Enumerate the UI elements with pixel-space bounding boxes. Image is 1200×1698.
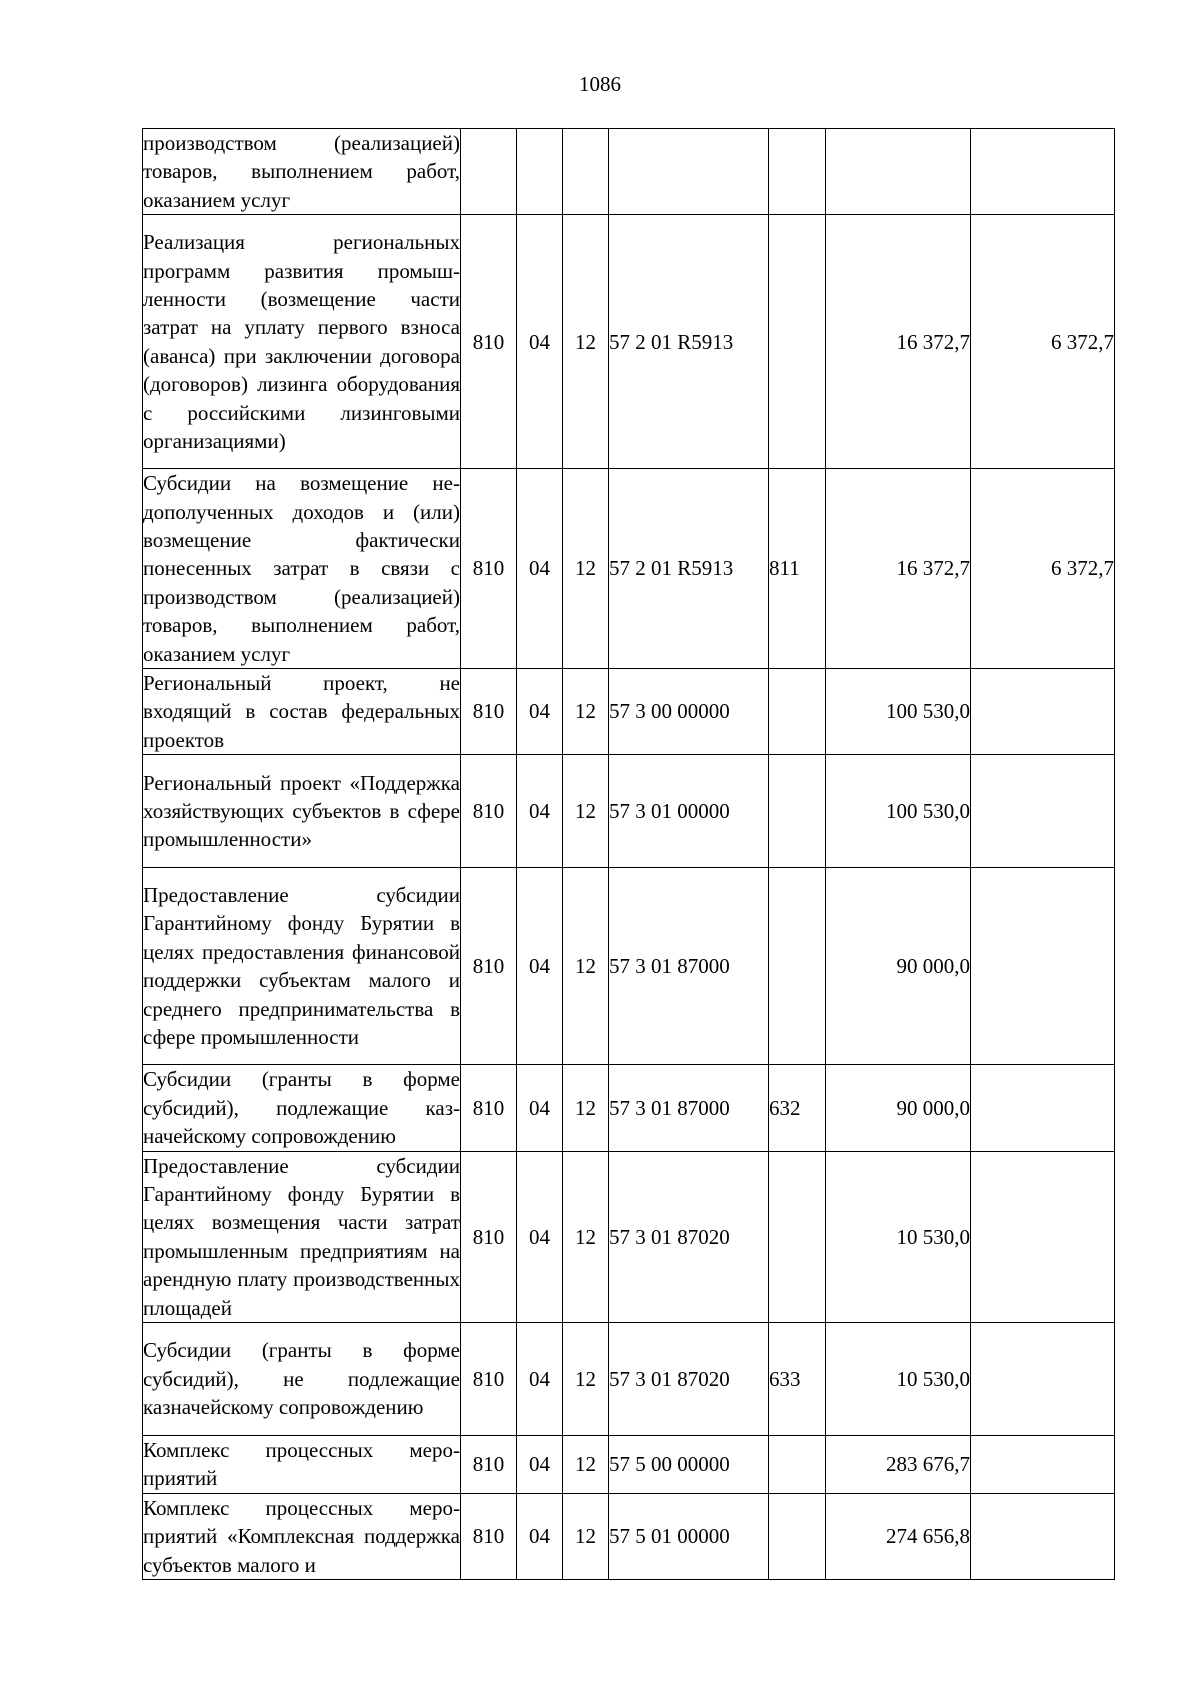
expense-type-code [769,215,826,469]
subsection-code: 12 [563,215,609,469]
ministry-code: 810 [461,215,517,469]
amount-2 [971,1493,1115,1579]
section-code: 04 [517,1322,563,1435]
subsection-code: 12 [563,1493,609,1579]
amount-1: 100 530,0 [826,669,971,755]
amount-1: 90 000,0 [826,1065,971,1151]
subsection-code: 12 [563,1435,609,1493]
ministry-code: 810 [461,1322,517,1435]
expense-type-code [769,755,826,868]
ministry-code: 810 [461,1065,517,1151]
row-name: Предоставление субсидии Гарантийному фонду Бурятии в целях предоставления финансовой поддержки субъектам малого и среднего предпринимательства в сфере промышленности [143,868,461,1065]
subsection-code: 12 [563,469,609,669]
subsection-code: 12 [563,1151,609,1322]
budget-table [142,128,1115,1580]
amount-1: 274 656,8 [826,1493,971,1579]
row-name: Субсидии на возмещение недополученных доходов и (или) возмещение фактически понесенных затрат в связи с производством (реализацией) товаров, выполнением работ, оказанием услуг [143,469,461,669]
amount-1: 16 372,7 [826,469,971,669]
table-row [143,1435,1115,1493]
table-row [143,669,1115,755]
subsection-code [563,129,609,215]
expense-type-code [769,868,826,1065]
amount-2 [971,868,1115,1065]
section-code: 04 [517,215,563,469]
section-code [517,129,563,215]
section-code: 04 [517,1493,563,1579]
section-code: 04 [517,669,563,755]
ministry-code: 810 [461,1435,517,1493]
section-code: 04 [517,1151,563,1322]
page-number: 1086 [579,72,621,96]
subsection-code: 12 [563,1065,609,1151]
target-code: 57 2 01 R5913 [609,215,769,469]
target-code: 57 3 01 87000 [609,1065,769,1151]
target-code: 57 3 01 87000 [609,868,769,1065]
table-row [143,1322,1115,1435]
ministry-code: 810 [461,469,517,669]
amount-1: 283 676,7 [826,1435,971,1493]
ministry-code: 810 [461,755,517,868]
ministry-code [461,129,517,215]
target-code [609,129,769,215]
row-name: производством (реализацией) товаров, выполнением работ, оказанием услуг [143,129,461,215]
ministry-code: 810 [461,868,517,1065]
subsection-code: 12 [563,755,609,868]
amount-2 [971,129,1115,215]
amount-1 [826,129,971,215]
target-code: 57 2 01 R5913 [609,469,769,669]
amount-1: 90 000,0 [826,868,971,1065]
subsection-code: 12 [563,669,609,755]
row-name: Субсидии (гранты в форме субсидий), не подлежащие казначейскому сопровождению [143,1322,461,1435]
expense-type-code [769,1435,826,1493]
table-row [143,1151,1115,1322]
row-name: Предоставление субсидии Гарантийному фонду Бурятии в целях возмещения части затрат промышленным предприятиям на арендную плату производственных площадей [143,1151,461,1322]
target-code: 57 3 01 87020 [609,1322,769,1435]
subsection-code: 12 [563,868,609,1065]
section-code: 04 [517,868,563,1065]
target-code: 57 3 01 87020 [609,1151,769,1322]
amount-2 [971,1065,1115,1151]
amount-1: 10 530,0 [826,1322,971,1435]
expense-type-code: 632 [769,1065,826,1151]
ministry-code: 810 [461,1151,517,1322]
target-code: 57 5 00 00000 [609,1435,769,1493]
expense-type-code: 633 [769,1322,826,1435]
table-row [143,1493,1115,1579]
table-row [143,215,1115,469]
row-name: Комплекс процессных мероприятий [143,1435,461,1493]
amount-2 [971,1322,1115,1435]
amount-1: 100 530,0 [826,755,971,868]
ministry-code: 810 [461,669,517,755]
row-name: Комплекс процессных мероприятий «Комплексная поддержка субъектов малого и [143,1493,461,1579]
amount-2: 6 372,7 [971,469,1115,669]
table-row [143,469,1115,669]
table-row [143,868,1115,1065]
section-code: 04 [517,755,563,868]
expense-type-code: 811 [769,469,826,669]
row-name: Реализация региональных программ развития промышленности (возмещение части затрат на уплату первого взноса (аванса) при заключении договора (договоров) лизинга оборудования с российскими лизинговыми организациями) [143,215,461,469]
amount-2 [971,1151,1115,1322]
table-row [143,129,1115,215]
target-code: 57 3 00 00000 [609,669,769,755]
section-code: 04 [517,1435,563,1493]
ministry-code: 810 [461,1493,517,1579]
target-code: 57 5 01 00000 [609,1493,769,1579]
expense-type-code [769,1151,826,1322]
amount-2 [971,1435,1115,1493]
table-row [143,755,1115,868]
row-name: Субсидии (гранты в форме субсидий), подлежащие казначейскому сопровождению [143,1065,461,1151]
table-row [143,1065,1115,1151]
row-name: Региональный проект «Поддержка хозяйствующих субъектов в сфере промышленности» [143,755,461,868]
amount-1: 16 372,7 [826,215,971,469]
amount-2: 6 372,7 [971,215,1115,469]
expense-type-code [769,129,826,215]
subsection-code: 12 [563,1322,609,1435]
section-code: 04 [517,1065,563,1151]
target-code: 57 3 01 00000 [609,755,769,868]
expense-type-code [769,669,826,755]
amount-2 [971,755,1115,868]
expense-type-code [769,1493,826,1579]
amount-2 [971,669,1115,755]
section-code: 04 [517,469,563,669]
amount-1: 10 530,0 [826,1151,971,1322]
row-name: Региональный проект, не входящий в состав федеральных проектов [143,669,461,755]
